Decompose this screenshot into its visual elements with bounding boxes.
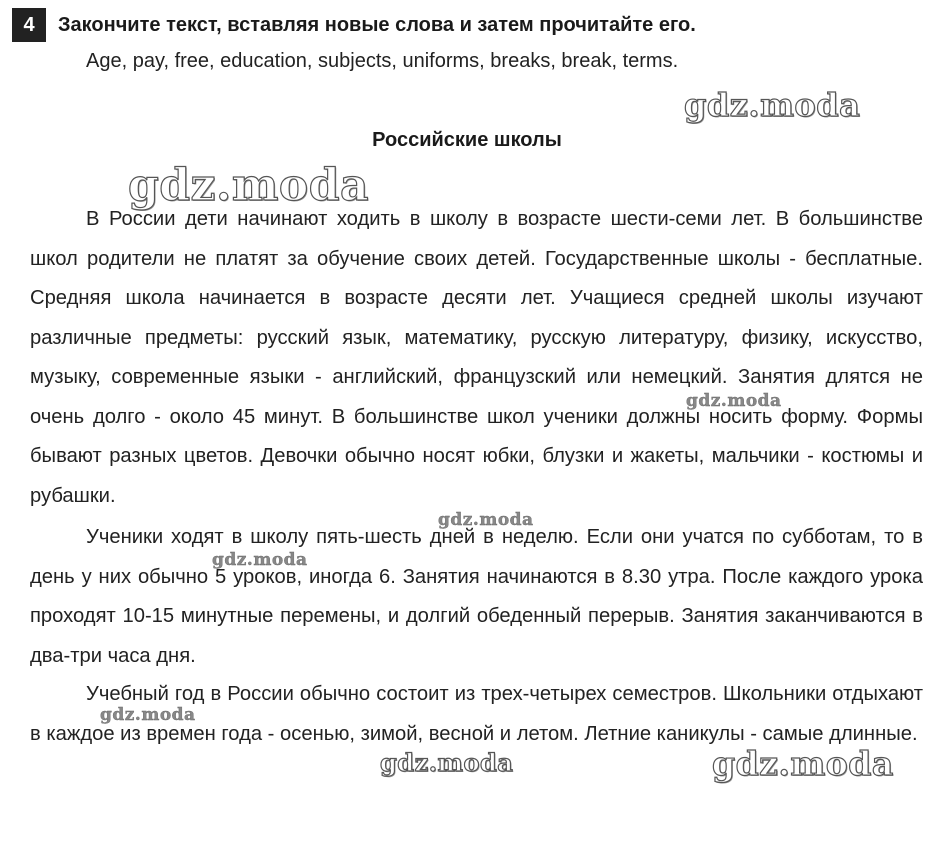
watermark-logo: gdz.moda: [438, 510, 534, 530]
watermark-logo: gdz.moda: [100, 705, 196, 725]
paragraph-1: В России дети начинают ходить в школу в возрасте шести-семи лет. В большинстве школ родители не платят за обучение своих детей. Государственные школы - бесплатные. Средняя школа начинается в возрасте десяти лет. Учащиеся средней школы изучают различные предметы: русский язык, математику, русскую литературу, физику, искусство, музыку, современные языки - английский, французский или немецкий. Занятия длятся не очень долго - около 45 минут. В большинстве школ ученики должны носить форму. Формы бывают разных цветов. Девочки обычно носят юбки, блузки и жакеты, мальчики - костюмы и рубашки.: [30, 208, 923, 507]
watermark-logo: gdz.moda: [686, 391, 782, 411]
watermark-logo: gdz.moda: [684, 86, 861, 124]
paragraph-2: Ученики ходят в школу пять-шесть дней в неделю. Если они учатся по субботам, то в день у них обычно 5 уроков, иногда 6. Занятия начинаются в 8.30 утра. После каждого урока проходят 10-15 минутные перемены, и долгий обеденный перерыв. Занятия заканчиваются в два-три часа дня.: [30, 526, 923, 667]
watermark-logo: gdz.moda: [712, 744, 894, 783]
watermark-logo: gdz.moda: [212, 550, 308, 570]
watermark-logo: gdz.moda: [380, 748, 514, 777]
task-number-badge: 4: [12, 8, 46, 42]
word-bank: Age, pay, free, education, subjects, uniforms, breaks, break, terms.: [86, 50, 679, 72]
task-instruction: Закончите текст, вставляя новые слова и затем прочитайте его.: [58, 13, 696, 36]
watermark-logo: gdz.moda: [128, 160, 370, 211]
paragraph-3: Учебный год в России обычно состоит из трех-четырех семестров. Школьники отдыхают в каждое из времен года - осенью, зимой, весной и летом. Летние каникулы - самые длинные.: [30, 683, 923, 745]
text-title: Российские школы: [372, 129, 562, 151]
task-header: [12, 8, 696, 42]
